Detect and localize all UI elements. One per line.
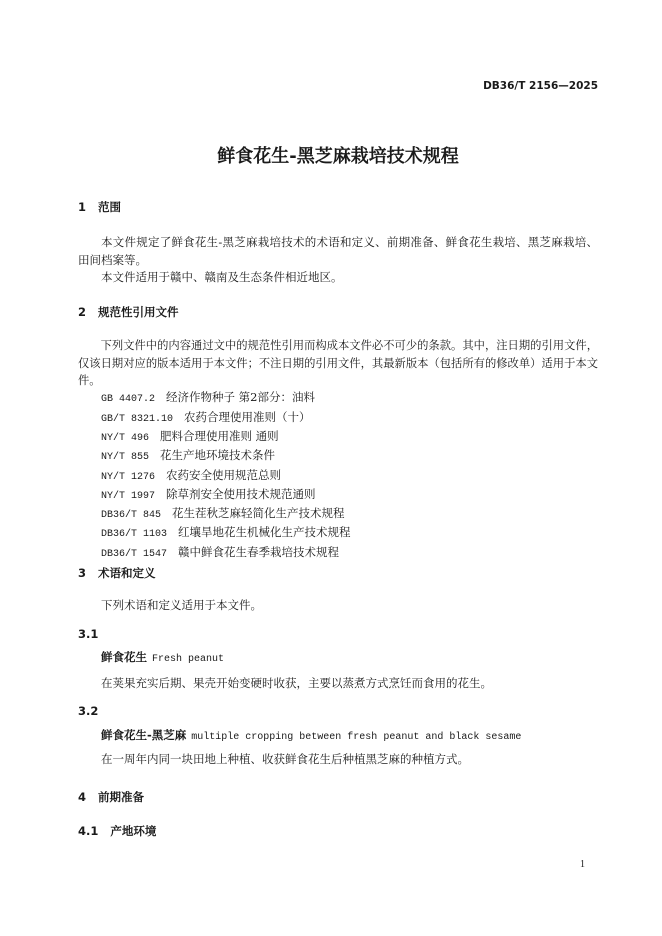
section-number: 1 [78,200,87,214]
reference-code: DB36/T 1547 [101,548,168,560]
reference-item [101,544,351,563]
reference-item [101,486,351,505]
section-heading-preparation [78,788,144,806]
reference-item [101,389,351,408]
reference-title: 红壤旱地花生机械化生产技术规程 [178,525,351,540]
subsection-heading-production-environment [78,822,156,840]
reference-code: NY/T 1276 [101,471,156,483]
reference-item [101,409,351,428]
reference-code: NY/T 855 [101,452,150,464]
standard-code: DB36/T 2156—2025 [483,80,598,92]
reference-item [101,505,351,524]
reference-item [101,467,351,486]
paragraph: 下列术语和定义适用于本文件。 [101,598,262,613]
term-definition: 在荚果充实后期、果壳开始变硬时收获，主要以蒸煮方式烹饪而食用的花生。 [101,676,492,691]
term-english: Fresh peanut [152,654,225,666]
reference-code: NY/T 496 [101,432,150,444]
terms-intro [78,597,598,614]
section-heading-normative-references [78,303,179,321]
reference-item [101,428,351,447]
reference-title: 花生产地环境技术条件 [160,448,276,463]
term-name: 鲜食花生 [101,650,147,665]
section-title: 术语和定义 [98,566,156,580]
reference-item [101,447,351,466]
reference-item [101,524,351,543]
section-title: 规范性引用文件 [98,305,179,319]
section-number: 4 [78,790,87,804]
reference-title: 农药合理使用准则（十） [184,409,311,424]
reference-code: GB 4407.2 [101,394,156,406]
reference-title: 花生茬秋芝麻轻简化生产技术规程 [172,506,345,521]
paragraph: 下列文件中的内容通过文中的规范性引用而构成本文件必不可少的条款。其中，注日期的引用文件，仅该日期对应的版本适用于本文件；不注日期的引用文件，其最新版本（包括所有的修改单）适用于本文件。 [78,339,598,387]
reference-code: DB36/T 845 [101,510,162,522]
term-number: 3.1 [78,627,99,641]
section-number: 3 [78,566,87,580]
page-number: 1 [580,859,585,870]
reference-code: DB36/T 1103 [101,529,168,541]
reference-title: 经济作物种子 第2部分：油料 [166,390,315,405]
section-heading-scope [78,198,121,216]
term-entry [101,649,224,668]
reference-code: NY/T 1997 [101,490,156,502]
term-number: 3.2 [78,704,99,718]
section-number: 2 [78,305,87,319]
reference-list [101,389,351,563]
subsection-number: 4.1 [78,824,99,838]
term-entry [101,727,521,746]
term-name: 鲜食花生-黑芝麻 [101,728,187,743]
section-heading-terms [78,564,156,582]
references-intro [78,337,598,389]
section-title: 范围 [98,200,122,214]
paragraph: 本文件适用于赣中、赣南及生态条件相近地区。 [101,269,343,284]
subsection-title: 产地环境 [110,824,157,838]
reference-title: 除草剂安全使用技术规范通则 [166,486,316,501]
reference-code: GB/T 8321.10 [101,413,174,425]
term-definition: 在一周年内同一块田地上种植、收获鲜食花生后种植黑芝麻的种植方式。 [101,752,469,767]
paragraph: 本文件规定了鲜食花生-黑芝麻栽培技术的术语和定义、前期准备、鲜食花生栽培、黑芝麻栽培、田间档案等。 [78,235,598,267]
document-title: 鲜食花生-黑芝麻栽培技术规程 [217,146,459,167]
reference-title: 肥料合理使用准则 通则 [160,428,279,443]
term-english: multiple cropping between fresh peanut and black sesame [191,732,522,744]
scope-body [78,234,598,286]
reference-title: 赣中鲜食花生春季栽培技术规程 [178,544,340,559]
reference-title: 农药安全使用规范总则 [166,467,282,482]
section-title: 前期准备 [98,790,145,804]
